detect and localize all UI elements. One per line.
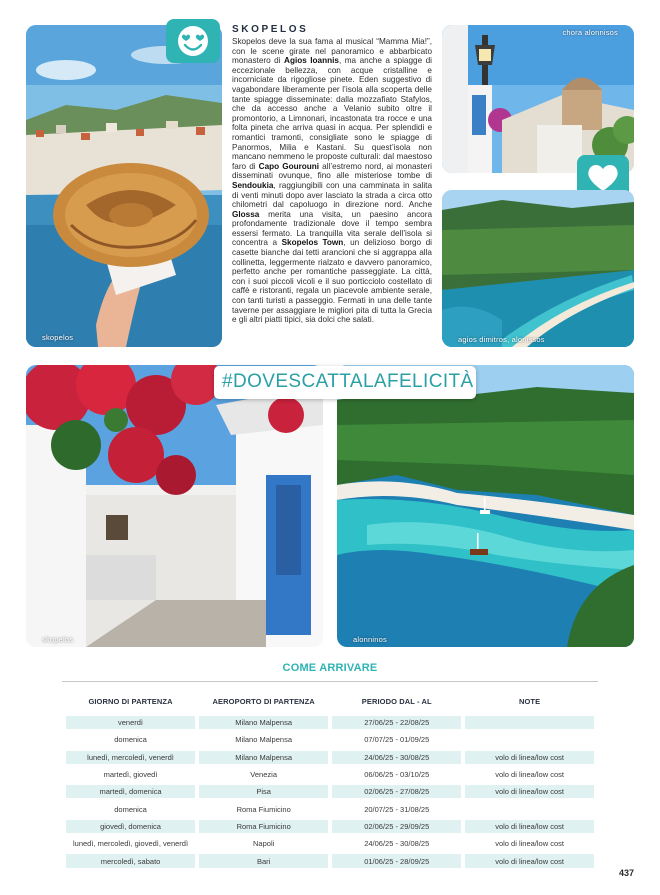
cell-day: lunedì, mercoledì, giovedì, venerdì xyxy=(72,839,189,849)
cell-period: 24/06/25 - 30/08/25 xyxy=(332,751,461,764)
photo-skopelos-pita xyxy=(26,25,222,347)
table-row xyxy=(66,733,594,746)
header-notes: NOTE xyxy=(518,696,541,706)
cell-notes: volo di linea/low cost xyxy=(465,751,594,764)
cell-notes: volo di linea/low cost xyxy=(465,820,594,833)
cell-notes: volo di linea/low cost xyxy=(495,770,564,780)
article-text: , ma anche a spiagge di eccezionale bellezza, con acque cristalline e incorniciate da rigogliose pinete. Eden suggestivo di vagabondare liberamente per l’isola alla scoperta delle tante spiagge disseminate: dalla mozzafiato Stafylos, che da accesso anche a Velanio subito oltre il promontorio, a Limnonari, incastonata tra rocce e una folta pineta che arriva quasi in acqua. Per splendidi e romantici tramonti, consigliate sono le spiagge di Panormos, Milia e Kastani. Su quest’isola non mancano nemmeno le proposte culturali: dal maestoso faro di xyxy=(232,56,432,171)
cell-airport: Milano Malpensa xyxy=(199,751,328,764)
article-highlight: Glossa xyxy=(232,209,260,219)
section-title: COME ARRIVARE xyxy=(282,662,378,674)
cell-airport: Milano Malpensa xyxy=(235,735,292,745)
photo-caption: agios dimitros, alonissos xyxy=(458,335,545,344)
article-highlight: Agios Ioannis xyxy=(284,56,339,66)
cell-period: 06/06/25 - 03/10/25 xyxy=(364,770,430,780)
cell-day: giovedì, domenica xyxy=(66,820,195,833)
article-text: , raggiungibili con una camminata in salita di venti minuti dopo aver lasciato la strada a circa otto chilometri dal capoluogo in direzione nord. Anche xyxy=(232,180,432,210)
cell-notes: volo di linea/low cost xyxy=(495,839,564,849)
cell-notes xyxy=(465,716,594,729)
table-row xyxy=(66,820,594,833)
header-departure-day: GIORNO DI PARTENZA xyxy=(88,696,173,706)
cell-day: domenica xyxy=(114,804,147,814)
cell-day: martedì, giovedì xyxy=(103,770,158,780)
article-text: all’estremo nord, ai monasteri disseminati ovunque, fino alle misteriose tombe di xyxy=(232,161,433,181)
cell-notes: volo di linea/low cost xyxy=(465,854,594,867)
photo-agios-dimitros xyxy=(442,190,634,347)
section-divider xyxy=(62,681,598,682)
cell-day: martedì, domenica xyxy=(66,785,195,798)
smile-badge xyxy=(166,19,220,63)
page-number: 437 xyxy=(618,868,634,878)
cell-airport: Venezia xyxy=(250,770,277,780)
cell-airport: Roma Fiumicino xyxy=(199,820,328,833)
cell-period: 01/06/25 - 28/09/25 xyxy=(332,854,461,867)
photo-chora-alonnisos xyxy=(442,25,634,173)
article-text: merita una visita, un paesino ancora profondamente tradizionale dove il tempo sembra essersi fermato. La tranquilla vita serale dell’isola si concentra a xyxy=(232,209,432,248)
cell-airport: Pisa xyxy=(199,785,328,798)
photo-alonnisos-bay xyxy=(337,365,634,647)
photo-skopelos-alley xyxy=(26,365,323,647)
article-text: Skopelos deve la sua fama al musical “Mamma Mia!”, con le scene girate nel panoramico e abbarbicato monastero di xyxy=(232,37,432,66)
cell-period: 02/06/25 - 27/08/25 xyxy=(332,785,461,798)
photo-caption: skopelos xyxy=(42,635,74,644)
table-row xyxy=(66,854,594,867)
table-row xyxy=(66,802,594,815)
cell-airport: Roma Fiumicino xyxy=(236,804,291,814)
hashtag-banner: #DOVESCATTALAFELICITÀ xyxy=(214,366,476,399)
table-header-row xyxy=(66,690,594,712)
article-skopelos xyxy=(232,24,432,325)
article-highlight: Capo Gourouni xyxy=(258,161,320,171)
cell-day: venerdì xyxy=(66,716,195,729)
cell-period: 20/07/25 - 31/08/25 xyxy=(364,804,430,814)
cell-airport: Bari xyxy=(199,854,328,867)
header-departure-airport: AEROPORTO DI PARTENZA xyxy=(212,696,315,706)
cell-airport: Napoli xyxy=(253,839,275,849)
cell-day: lunedì, mercoledì, venerdì xyxy=(66,751,195,764)
table-row xyxy=(66,837,594,850)
cell-period: 27/06/25 - 22/08/25 xyxy=(332,716,461,729)
cell-notes xyxy=(465,733,594,746)
cell-period: 02/06/25 - 29/09/25 xyxy=(332,820,461,833)
cell-day: mercoledì, sabato xyxy=(66,854,195,867)
photo-caption: alonninos xyxy=(353,635,387,644)
article-highlight: Skopelos Town xyxy=(281,238,344,248)
article-highlight: Sendoukia xyxy=(232,180,274,190)
table-row xyxy=(66,751,594,764)
photo-caption: skopelos xyxy=(42,333,74,342)
table-row xyxy=(66,768,594,781)
cell-airport: Milano Malpensa xyxy=(199,716,328,729)
cell-period: 07/07/25 - 01/09/25 xyxy=(364,735,430,745)
article-title: SKOPELOS xyxy=(232,24,309,35)
schedule-table xyxy=(62,686,598,872)
cell-day: domenica xyxy=(114,735,147,745)
cell-notes xyxy=(465,802,594,815)
header-period: PERIODO DAL - AL xyxy=(361,696,432,706)
cell-period: 24/06/25 - 30/08/25 xyxy=(364,839,430,849)
smiling-heart-eyes-face-icon xyxy=(166,19,220,63)
photo-caption: chora alonnisos xyxy=(562,28,618,37)
article-text: , un delizioso borgo di casette bianche dai tetti arancioni che si aggrappa alla collinetta, leggermente rialzato e davvero panoramico, perfetto anche per romantiche passeggiate. La città, con i suoi piccoli vicoli e il suo porticciolo costellato di caffè e ristoranti, regala un piacevole ambiente serale, con tanti turisti a passeggio. Fermati in una delle tante taverne per assaggiare le migliori pita di tutta la Grecia e gli altri piatti tipici, sia dolci che salati. xyxy=(232,238,432,325)
article-body xyxy=(232,37,432,325)
table-row xyxy=(66,785,594,798)
cell-notes: volo di linea/low cost xyxy=(465,785,594,798)
table-row xyxy=(66,716,594,729)
